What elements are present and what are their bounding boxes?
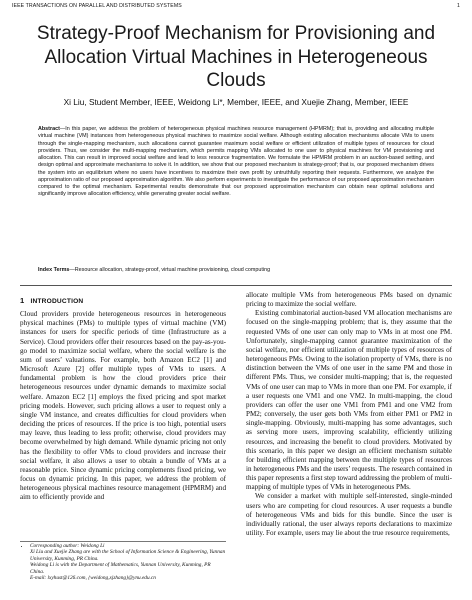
journal-name: IEEE TRANSACTIONS ON PARALLEL AND DISTRIBUTED SYSTEMS [12,3,182,9]
footnote-divider [20,541,226,542]
footnote-line: Weidong Li is with the Department of Mathematics, Yunnan University, Kunming, PR China. [30,562,211,575]
left-column [20,296,226,502]
paragraph: We consider a market with multiple self-interested, single-minded users who are competing for cloud resources. A user requests a bundle of heterogeneous VMs and bids for this bundle. Since the user is individually rational, the user always reports declarations to maximize utility. For example, users may lie about the true resource requirements, [246,492,452,538]
index-terms-label: Index Terms [38,267,70,273]
index-terms-text: —Resource allocation, strategy-proof, virtual machine provisioning, cloud computing [69,267,271,273]
paragraph: Cloud providers provide heterogeneous resources in heterogeneous physical machines (PMs) to multiple types of virtual machine (VM) instances for users for specific periods of time (Infrastructure as a Service). Cloud providers offer their resources based on the pay-as-you-go model to maximize social welfare, where the social welfare is the sum of users’ valuations. For example, both Amazon EC2 [1] and Microsoft Azure [2] offer multiple types of VMs to users. A fundamental problem is how the cloud providers price their heterogeneous resources under dynamic demands to maximize social welfare. Amazon EC2 [1] employs the fixed pricing and spot market pricing models. However, such pricing allows a user to request only a single VM instance, and creates difficulties for cloud providers when deciding the prices of resources. If the price is too high, potential users may leave, thus leading to less profit; otherwise, cloud providers may become overwhelmed by high demand. While dynamic pricing not only has the flexibility to offer VMs to cloud providers and increase their social welfare, it also allows a user to obtain a bundle of VMs at a reasonable price. Since dynamic pricing complements fixed pricing, we focus on dynamic pricing. In this paper, we address the problem of heterogeneous physical machines resource management (HPMRM) and aim to efficiently provide and [20,310,226,502]
abstract-text: —In this paper, we address the problem of heterogeneous physical machines resource management (HPMRM); that is, providing and allocating multiple virtual machine (VM) instances from heterogeneous physical machines to maximize social welfare. Although existing allocation mechanisms allocate VMs to users through the single-mapping mechanism, such allocations cannot guarantee maximum social welfare or efficient utilization of multiple types of resources for cloud providers. Thus, we consider the multi-mapping mechanism, which permits mapping VMs allocated to one user to physical machines for VM provisioning and allocation. This can result in improved social welfare and lead to less resource fragmentation. We formulate the HPMRM problem in an auction-based setting, and design optimal and approximate mechanisms to solve it. In addition, we show that our proposed mechanism is strategy-proof; that is, our proposed mechanism drives the system into an equilibrium where no users have incentives to maximize their own profit by untruthfully reporting their requests. Furthermore, we analyze the approximation ratio of our proposed approximation algorithm. We also perform experiments to investigate the performance of our proposed approximation mechanism compared to the optimal mechanism. Experimental results demonstrate that our proposed approximation mechanism can obtain near optimal solutions and significantly improve allocation efficiency, while generating greater social welfare. [38,126,434,198]
header-divider [20,285,452,286]
paragraph: Existing combinatorial auction-based VM allocation mechanisms are focused on the single-mapping problem; that is, they assume that the requested VMs of one user can only map to VMs in at most one PM. Unfortunately, single-mapping cannot guarantee maximization of the social welfare, nor efficient utilization of multiple types of resources of heterogeneous PMs. Owing to the isolation property of VMs, there is no distinction between the VMs of one user in the same PM and those in different PMs. Thus, we consider multi-mapping; that is, the requested VMs of one user can map to VMs in more than one PM. For example, if a user requests one VM1 and one VM2. In multi-mapping, the cloud providers can offer the user one VM1 from PM1 and one VM2 from PM2; conversely, the user gets both VMs from either PM1 or PM2 in single-mapping. Obviously, multi-mapping has some advantages, such as serving more users, improving scalability, efficiently utilizing resources, and increasing the benefit to cloud providers. Motivated by this scenario, in this paper we design an efficient mechanism suitable for building efficient mapping between the multiple types of resources in heterogeneous PMs and the users’ requests. The research contained in this paper represents a first step toward addressing the problem of multi-mapping of multiple types of VMs in heterogeneous PMs. [246,309,452,492]
index-terms [38,267,434,274]
author-list: Xi Liu, Student Member, IEEE, Weidong Li*, Member, IEEE, and Xuejie Zhang, Member, IEEE [63,97,409,107]
section-heading [20,296,226,306]
abstract [38,126,434,199]
footnotes [20,543,226,581]
paper-title: Strategy-Proof Mechanism for Provisioning and Allocation Virtual Machines in Heterogeneous Clouds [36,23,436,91]
running-header [12,3,460,11]
section-title: INTRODUCTION [30,298,84,305]
abstract-label: Abstract [38,126,60,132]
right-column [246,291,452,538]
paragraph: allocate multiple VMs from heterogeneous PMs based on dynamic pricing to maximize the social welfare. [246,291,452,309]
footnote-item: • Corresponding author: Weidong Li [30,543,226,549]
section-number: 1 [20,296,25,305]
footnote-line: Xi Liu and Xuejie Zhang are with the School of Information Science & Engineering, Yunnan University, Kunming, PR China. [30,549,226,562]
page-number: 1 [457,3,460,9]
footnote-email: E-mail: lxyhust@126.com, {weidong,xjzhang}@ynu.edu.cn [30,575,156,582]
